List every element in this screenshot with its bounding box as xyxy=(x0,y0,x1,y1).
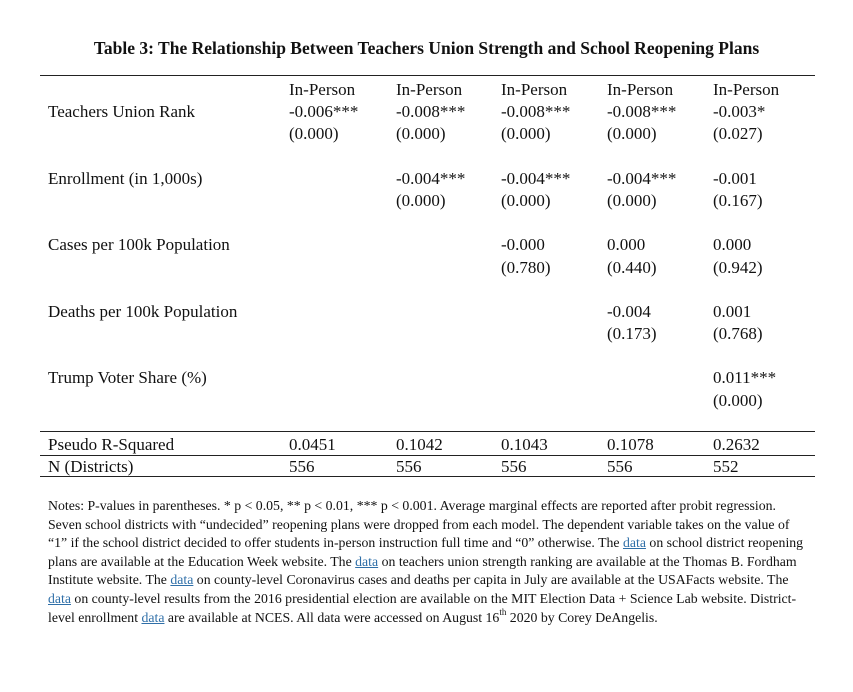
notes-text: 2020 by Corey DeAngelis. xyxy=(506,609,658,625)
row-label-cases: Cases per 100k Population xyxy=(48,235,230,254)
p-value: (0.000) xyxy=(607,124,657,143)
coefficient: 0.011*** xyxy=(713,368,777,387)
data-link-education-week[interactable]: data xyxy=(622,535,646,551)
stat-value: 556 xyxy=(396,457,422,476)
table-title: Table 3: The Relationship Between Teachers Union Strength and School Reopening Plans xyxy=(93,38,760,58)
column-header-4: In-Person xyxy=(607,80,674,99)
notes-text: on school district reopening plans are available at the Education Week website. The xyxy=(48,535,804,569)
notes-text: Notes: P-values in parentheses. * p < 0.05, ** p < 0.01, *** p < 0.001. Average marginal effects are reported after probit regression. Seven school districts with “undecided” reopening plans were dropped from each model. The dependent variable takes on the value of “1” if the school district decided to offer students in-person instruction full time and “0” otherwise. The xyxy=(48,498,790,551)
stat-value: 556 xyxy=(607,457,633,476)
stat-value: 0.1043 xyxy=(501,435,548,454)
coefficient: -0.008*** xyxy=(607,102,677,121)
data-link-fordham[interactable]: data xyxy=(355,553,379,569)
coefficient: -0.004*** xyxy=(607,169,677,188)
row-label-n-districts: N (Districts) xyxy=(48,457,134,476)
top-rule xyxy=(40,75,815,76)
table-notes xyxy=(48,497,808,627)
data-link-usafacts[interactable]: data xyxy=(170,572,194,588)
p-value: (0.440) xyxy=(607,258,657,277)
column-header-2: In-Person xyxy=(396,80,463,99)
p-value: (0.000) xyxy=(607,191,657,210)
p-value: (0.000) xyxy=(289,124,339,143)
data-link-nces[interactable]: data xyxy=(141,609,165,625)
p-value: (0.000) xyxy=(713,391,763,410)
row-label-trump-voter-share: Trump Voter Share (%) xyxy=(48,368,207,387)
coefficient: -0.004*** xyxy=(396,169,466,188)
p-value: (0.768) xyxy=(713,324,763,343)
data-link-mit-election[interactable]: data xyxy=(48,590,71,606)
stat-value: 0.0451 xyxy=(289,435,336,454)
coefficient: -0.004*** xyxy=(501,169,571,188)
coefficient: -0.003* xyxy=(713,102,766,121)
stat-value: 556 xyxy=(289,457,315,476)
coefficient: -0.008*** xyxy=(501,102,571,121)
stats-rule xyxy=(40,431,815,432)
stat-value: 0.1042 xyxy=(396,435,443,454)
coefficient: 0.001 xyxy=(713,302,752,321)
stat-value: 0.2632 xyxy=(713,435,760,454)
ordinal-suffix: th xyxy=(499,606,507,617)
column-header-5: In-Person xyxy=(713,80,780,99)
p-value: (0.000) xyxy=(396,191,446,210)
p-value: (0.167) xyxy=(713,191,763,210)
notes-text: are available at NCES. All data were accessed on August 16 xyxy=(164,609,500,625)
stat-value: 0.1078 xyxy=(607,435,654,454)
p-value: (0.173) xyxy=(607,324,657,343)
column-header-3: In-Person xyxy=(501,80,568,99)
p-value: (0.780) xyxy=(501,258,551,277)
row-label-deaths: Deaths per 100k Population xyxy=(48,302,238,321)
p-value: (0.027) xyxy=(713,124,763,143)
row-label-enrollment: Enrollment (in 1,000s) xyxy=(48,169,203,188)
coefficient: 0.000 xyxy=(607,235,646,254)
coefficient: -0.001 xyxy=(713,169,757,188)
bottom-rule xyxy=(40,476,815,477)
column-header-1: In-Person xyxy=(289,80,356,99)
p-value: (0.000) xyxy=(501,124,551,143)
coefficient: -0.006*** xyxy=(289,102,359,121)
stats-mid-rule xyxy=(40,455,815,456)
stat-value: 556 xyxy=(501,457,527,476)
notes-text: on county-level results from the 2016 presidential election are available on the MIT Election Data + Science Lab website. District-level enrollment xyxy=(48,590,797,625)
coefficient: -0.004 xyxy=(607,302,651,321)
stat-value: 552 xyxy=(713,457,739,476)
coefficient: -0.008*** xyxy=(396,102,466,121)
p-value: (0.000) xyxy=(396,124,446,143)
p-value: (0.942) xyxy=(713,258,763,277)
notes-text: on county-level Coronavirus cases and deaths per capita in July are available at the USAFacts website. The xyxy=(193,572,789,588)
row-label-teachers-union-rank: Teachers Union Rank xyxy=(48,102,196,121)
coefficient: 0.000 xyxy=(713,235,752,254)
p-value: (0.000) xyxy=(501,191,551,210)
row-label-pseudo-r-squared: Pseudo R-Squared xyxy=(48,435,175,454)
notes-text: on teachers union strength ranking are available at the Thomas B. Fordham Institute website. The xyxy=(48,553,797,588)
coefficient: -0.000 xyxy=(501,235,545,254)
